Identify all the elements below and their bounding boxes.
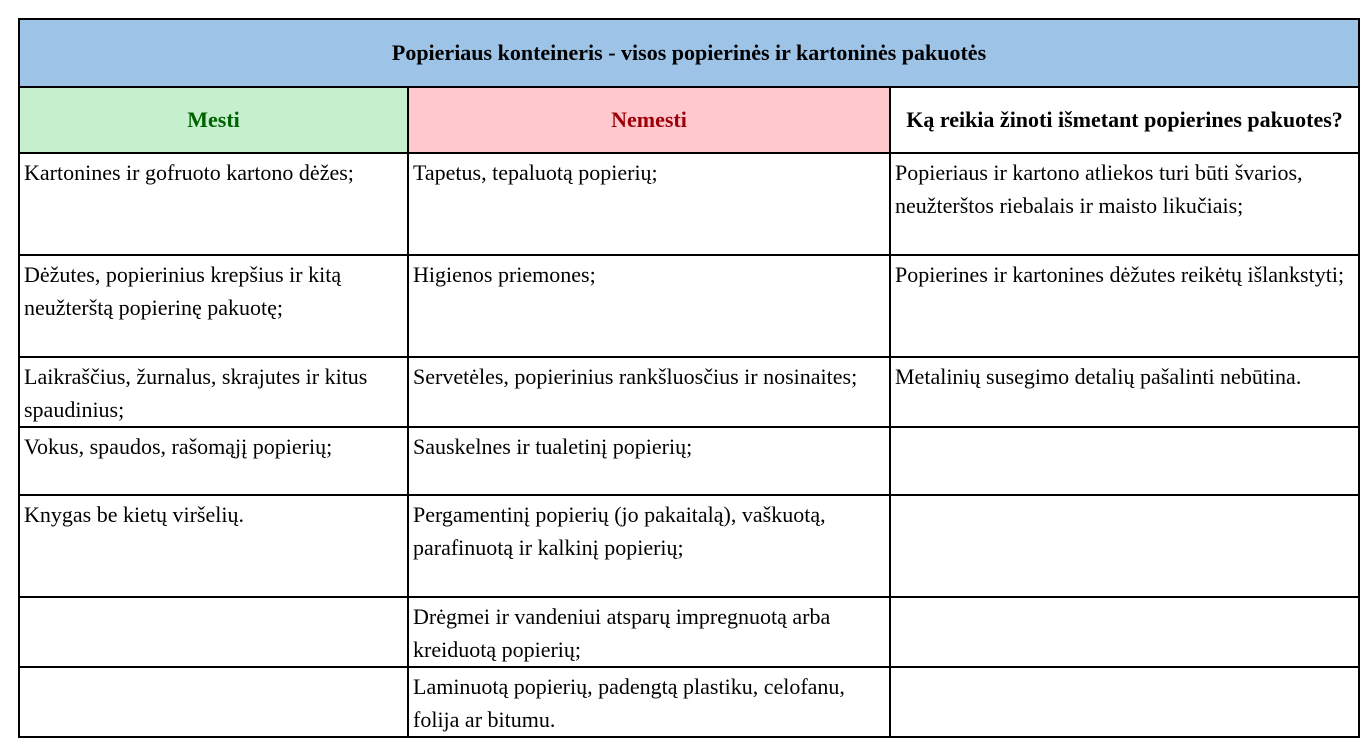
recycling-table bbox=[18, 18, 1360, 738]
table-row bbox=[19, 255, 1359, 357]
title-row bbox=[19, 19, 1359, 87]
cell-mesti: Knygas be kietų viršelių. bbox=[19, 495, 408, 597]
cell-nemesti: Laminuotą popierių, padengtą plastiku, celofanu, folija ar bitumu. bbox=[408, 667, 890, 737]
cell-nemesti: Pergamentinį popierių (jo pakaitalą), vaškuotą, parafinuotą ir kalkinį popierių; bbox=[408, 495, 890, 597]
header-mesti: Mesti bbox=[19, 87, 408, 153]
header-info: Ką reikia žinoti išmetant popierines pakuotes? bbox=[890, 87, 1359, 153]
cell-mesti: Laikraščius, žurnalus, skrajutes ir kitus spaudinius; bbox=[19, 357, 408, 427]
cell-info: Metalinių susegimo detalių pašalinti nebūtina. bbox=[890, 357, 1359, 427]
table-row bbox=[19, 597, 1359, 667]
cell-nemesti: Drėgmei ir vandeniui atsparų impregnuotą arba kreiduotą popierių; bbox=[408, 597, 890, 667]
cell-info bbox=[890, 597, 1359, 667]
table-row bbox=[19, 495, 1359, 597]
cell-info bbox=[890, 427, 1359, 495]
table-title: Popieriaus konteineris - visos popierinės ir kartoninės pakuotės bbox=[19, 19, 1359, 87]
header-row bbox=[19, 87, 1359, 153]
cell-nemesti: Tapetus, tepaluotą popierių; bbox=[408, 153, 890, 255]
cell-info bbox=[890, 667, 1359, 737]
cell-mesti: Dėžutes, popierinius krepšius ir kitą neužterštą popierinę pakuotę; bbox=[19, 255, 408, 357]
recycling-table-sheet bbox=[18, 18, 1358, 734]
cell-mesti bbox=[19, 597, 408, 667]
table-row bbox=[19, 427, 1359, 495]
cell-nemesti: Higienos priemones; bbox=[408, 255, 890, 357]
cell-nemesti: Sauskelnes ir tualetinį popierių; bbox=[408, 427, 890, 495]
table-row bbox=[19, 153, 1359, 255]
header-nemesti: Nemesti bbox=[408, 87, 890, 153]
cell-info: Popieriaus ir kartono atliekos turi būti švarios, neužterštos riebalais ir maisto likučiais; bbox=[890, 153, 1359, 255]
cell-info: Popierines ir kartonines dėžutes reikėtų išlankstyti; bbox=[890, 255, 1359, 357]
cell-nemesti: Servetėles, popierinius rankšluosčius ir nosinaites; bbox=[408, 357, 890, 427]
cell-info bbox=[890, 495, 1359, 597]
table-row bbox=[19, 357, 1359, 427]
table-row bbox=[19, 667, 1359, 737]
cell-mesti bbox=[19, 667, 408, 737]
cell-mesti: Vokus, spaudos, rašomąjį popierių; bbox=[19, 427, 408, 495]
cell-mesti: Kartonines ir gofruoto kartono dėžes; bbox=[19, 153, 408, 255]
